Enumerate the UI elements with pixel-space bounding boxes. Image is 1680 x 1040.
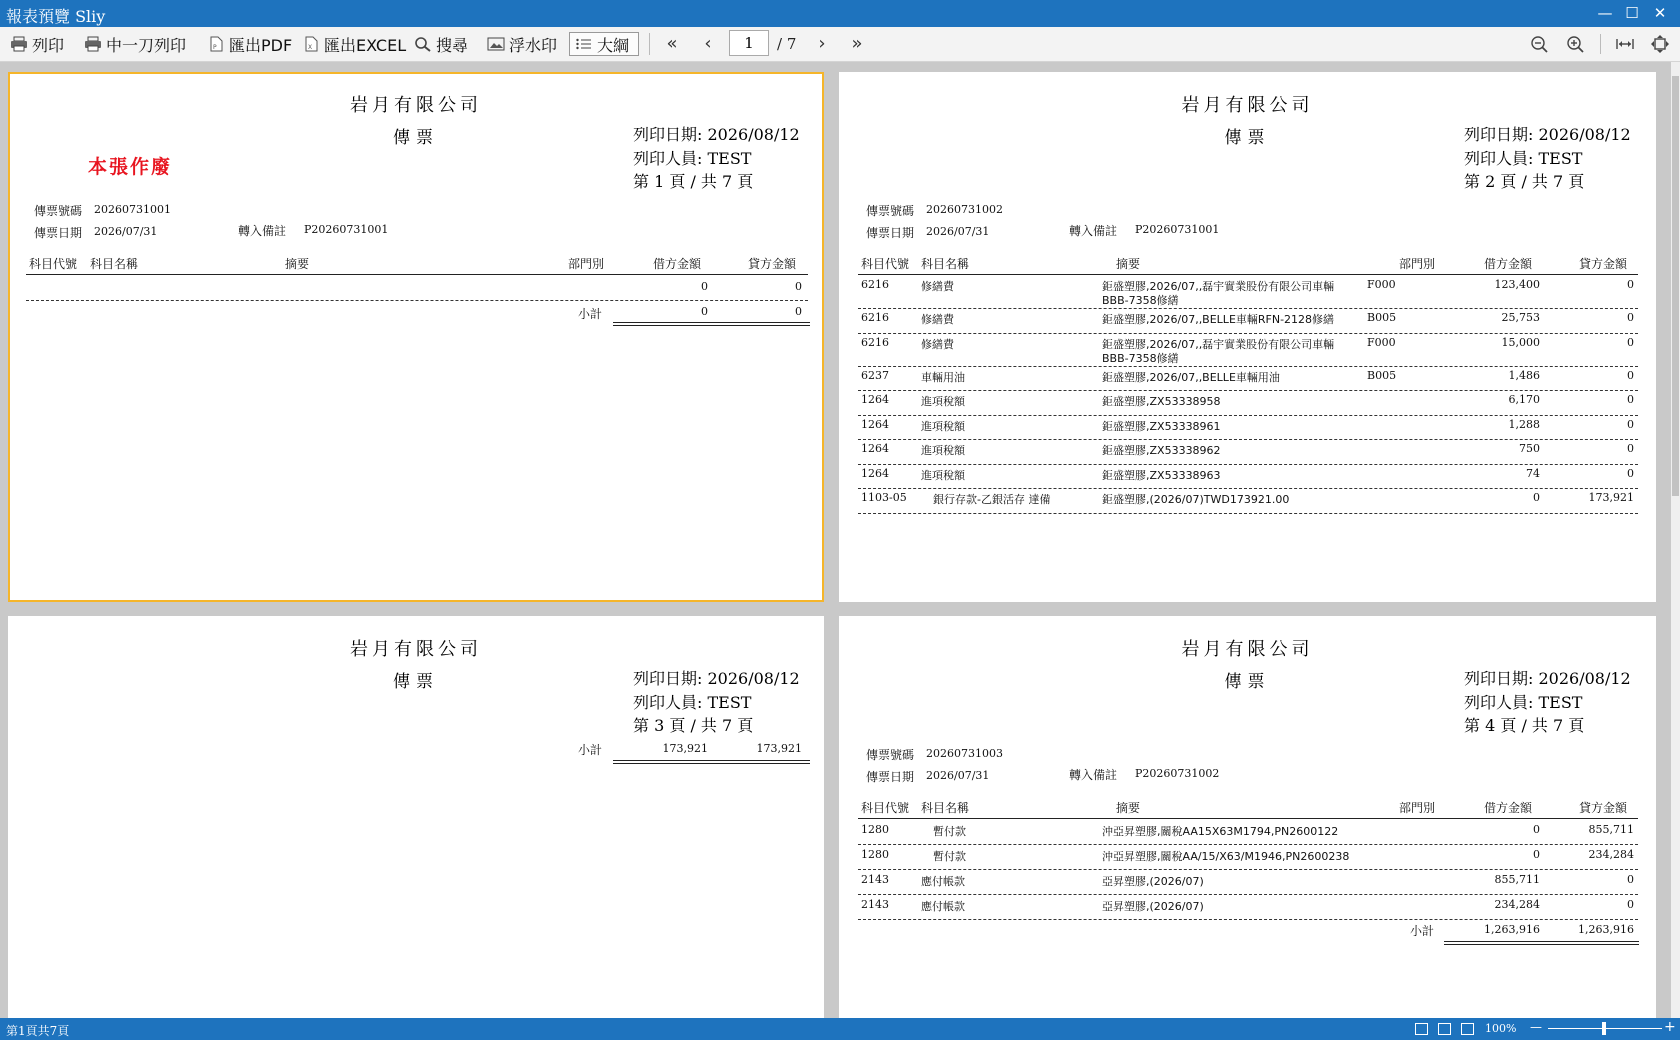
account-name-cell: 應付帳款 — [921, 875, 965, 888]
credit-cell: 173,921 — [1588, 491, 1634, 504]
col-dept: 部門別 — [1399, 257, 1436, 271]
title-bar — [0, 0, 1680, 27]
close-button[interactable]: ✕ — [1653, 4, 1667, 22]
credit-cell: 0 — [1627, 278, 1634, 291]
account-name-cell: 進項稅額 — [921, 468, 965, 482]
summary-cell: 鉅盛塑膠,ZX53338958 — [1102, 395, 1221, 408]
remark-label: 轉入備註 — [1069, 768, 1118, 782]
status-text: 第1頁共7頁 — [6, 1024, 70, 1038]
subtotal-credit: 173,921 — [756, 742, 802, 755]
list-icon — [575, 36, 593, 52]
subtotal-double-rule — [1444, 941, 1639, 945]
print-label: 列印 — [32, 35, 65, 55]
voucher-no-value: 20260731001 — [94, 203, 171, 216]
row-separator — [858, 513, 1638, 514]
account-code-cell: 6216 — [861, 278, 889, 291]
table-row — [839, 278, 1656, 311]
company-name: 岩月有限公司 — [1181, 95, 1314, 116]
col-summary: 摘要 — [285, 257, 310, 271]
print-date: 列印日期: 2026/08/12 — [1464, 125, 1631, 144]
row-separator — [858, 390, 1638, 391]
printer-name: 列印人員: TEST — [1464, 693, 1583, 712]
credit-cell: 0 — [1627, 442, 1634, 455]
watermark-button[interactable] — [487, 32, 557, 56]
subtotal-label: 小計 — [578, 743, 603, 757]
print-cut-label: 中一刀列印 — [106, 35, 187, 55]
summary-cell: 亞昇塑膠,(2026/07) — [1102, 900, 1204, 913]
multi-page-icon[interactable] — [1461, 1023, 1474, 1035]
export-pdf-button[interactable] — [207, 32, 292, 56]
voucher-date-label: 傳票日期 — [866, 770, 915, 784]
col-summary: 摘要 — [1116, 257, 1141, 271]
summary-cell: 鉅盛塑膠,2026/07,,磊宇實業股份有限公司車輛 — [1102, 337, 1335, 351]
subtotal-double-rule — [613, 760, 810, 764]
debit-cell: 1,288 — [1508, 417, 1540, 431]
account-name-cell: 應付帳款 — [921, 900, 965, 913]
subtotal-debit: 1,263,916 — [1484, 923, 1540, 936]
company-name: 岩月有限公司 — [350, 95, 482, 116]
debit-cell: 0 — [1533, 491, 1540, 504]
dept-cell: B005 — [1367, 368, 1397, 382]
dept-cell: B005 — [1367, 311, 1397, 324]
dept-cell: F000 — [1367, 335, 1396, 349]
row-separator — [858, 333, 1638, 334]
col-credit: 貸方金額 — [1579, 801, 1628, 815]
export-excel-label: 匯出EXCEL — [324, 35, 407, 55]
subtotal-label: 小計 — [1410, 924, 1435, 938]
next-page-button[interactable]: › — [818, 33, 826, 54]
search-label: 搜尋 — [436, 35, 469, 55]
credit-cell: 0 — [1627, 466, 1634, 480]
document-title: 傳票 — [393, 128, 439, 148]
company-name: 岩月有限公司 — [1181, 639, 1314, 660]
page-counter: 第 3 頁 / 共 7 頁 — [633, 716, 754, 735]
window-title: 報表預覽 Sliy — [6, 7, 106, 26]
page-number-input[interactable] — [729, 30, 769, 56]
remark-label: 轉入備註 — [1069, 224, 1118, 238]
account-code-cell: 1103-05 — [861, 491, 907, 504]
row-separator — [858, 464, 1638, 465]
summary-cell: 沖亞昇塑膠,關稅AA/15/X63/M1946,PN2600238 — [1102, 850, 1350, 863]
toolbar-divider — [1600, 34, 1601, 54]
credit-cell: 0 — [1627, 417, 1634, 431]
search-button[interactable] — [414, 32, 468, 56]
credit-cell: 0 — [1627, 368, 1634, 382]
voucher-date-label: 傳票日期 — [866, 226, 915, 240]
report-page-2[interactable] — [839, 72, 1656, 602]
page-counter: 第 2 頁 / 共 7 頁 — [1464, 172, 1585, 191]
row-separator — [858, 308, 1638, 309]
header-rule — [858, 818, 1638, 819]
fit-page-icon[interactable] — [1650, 35, 1670, 53]
debit-cell: 234,284 — [1494, 898, 1540, 911]
summary-cell-line2: BBB-7358修繕 — [1102, 294, 1179, 307]
col-name: 科目名稱 — [921, 257, 970, 271]
credit-cell: 0 — [1627, 873, 1634, 886]
voucher-no-label: 傳票號碼 — [866, 748, 915, 762]
row-separator — [858, 439, 1638, 440]
account-code-cell: 1264 — [861, 466, 889, 480]
summary-cell: 沖亞昇塑膠,關稅AA15X63M1794,PN2600122 — [1102, 825, 1339, 838]
subtotal-debit: 0 — [701, 305, 708, 318]
image-icon — [487, 36, 505, 52]
summary-cell: 鉅盛塑膠,2026/07,,磊宇實業股份有限公司車輛 — [1102, 280, 1335, 293]
debit-cell: 1,486 — [1508, 368, 1540, 382]
account-code-cell: 2143 — [861, 898, 889, 911]
prev-page-button[interactable]: ‹ — [704, 33, 712, 54]
svg-text:X: X — [308, 44, 313, 51]
account-name-cell: 進項稅額 — [921, 419, 965, 433]
debit-cell: 0 — [701, 280, 708, 293]
export-excel-button[interactable] — [302, 32, 406, 56]
document-title: 傳票 — [1224, 128, 1271, 148]
credit-cell: 0 — [1627, 335, 1634, 349]
excel-file-icon — [302, 36, 320, 52]
status-bar — [0, 1018, 1680, 1040]
account-code-cell: 2143 — [861, 873, 889, 886]
account-name-cell: 進項稅額 — [921, 444, 965, 457]
scrollbar-thumb[interactable] — [1672, 76, 1679, 496]
zoom-minus-button[interactable]: — — [1530, 1020, 1542, 1034]
voucher-no-label: 傳票號碼 — [866, 204, 915, 218]
watermark-label: 浮水印 — [509, 35, 558, 55]
account-name-cell: 銀行存款-乙銀活存 達備 — [933, 493, 1051, 506]
col-debit: 借方金額 — [1484, 257, 1533, 271]
col-code: 科目代號 — [861, 801, 910, 815]
subtotal-debit: 173,921 — [662, 742, 708, 755]
print-button[interactable] — [10, 32, 64, 56]
account-code-cell: 1280 — [861, 823, 889, 836]
remark-value: P20260731001 — [1135, 223, 1220, 236]
printer-name: 列印人員: TEST — [633, 693, 752, 712]
credit-cell: 855,711 — [1588, 823, 1634, 836]
zoom-in-icon[interactable] — [1566, 35, 1586, 53]
print-cut-button[interactable] — [84, 32, 186, 56]
header-rule — [26, 274, 808, 275]
debit-cell: 750 — [1519, 442, 1540, 455]
voucher-no-label: 傳票號碼 — [34, 204, 83, 218]
printer-icon — [10, 36, 28, 52]
first-page-button[interactable]: « — [666, 33, 678, 54]
debit-cell: 123,400 — [1494, 278, 1540, 291]
row-separator — [858, 415, 1638, 416]
print-date: 列印日期: 2026/08/12 — [1464, 669, 1631, 688]
credit-cell: 0 — [795, 280, 802, 293]
voucher-no-value: 20260731003 — [926, 747, 1003, 760]
row-separator — [858, 919, 1638, 920]
credit-cell: 0 — [1627, 311, 1634, 324]
col-credit: 貸方金額 — [1579, 257, 1628, 271]
credit-cell: 0 — [1627, 393, 1634, 406]
account-name-cell: 車輛用油 — [921, 370, 965, 384]
row-separator — [26, 300, 808, 301]
summary-cell: 鉅盛塑膠,ZX53338963 — [1102, 468, 1221, 482]
col-code: 科目代號 — [29, 257, 78, 271]
credit-cell: 234,284 — [1588, 848, 1634, 861]
table-row — [839, 336, 1656, 369]
remark-label: 轉入備註 — [238, 224, 287, 238]
svg-text:P: P — [213, 44, 217, 51]
col-dept: 部門別 — [1399, 801, 1436, 815]
col-code: 科目代號 — [861, 257, 910, 271]
report-page-1[interactable] — [8, 72, 824, 602]
search-icon — [414, 36, 432, 52]
company-name: 岩月有限公司 — [350, 639, 482, 660]
toolbar-divider — [649, 33, 650, 55]
summary-cell: 鉅盛塑膠,ZX53338961 — [1102, 419, 1221, 433]
subtotal-credit: 1,263,916 — [1578, 923, 1634, 936]
account-code-cell: 6237 — [861, 368, 889, 382]
printer-name: 列印人員: TEST — [1464, 149, 1583, 168]
zoom-level: 100% — [1485, 1022, 1517, 1035]
col-credit: 貸方金額 — [748, 257, 797, 271]
credit-cell: 0 — [1627, 898, 1634, 911]
summary-cell: 鉅盛塑膠,2026/07,,BELLE車輛RFN-2128修繕 — [1102, 313, 1335, 326]
outline-label: 大綱 — [597, 35, 630, 55]
export-pdf-label: 匯出PDF — [229, 35, 293, 55]
debit-cell: 6,170 — [1508, 393, 1540, 406]
toolbar — [0, 27, 1680, 62]
account-name-cell: 進項稅額 — [921, 395, 965, 408]
printer-name: 列印人員: TEST — [633, 149, 752, 168]
debit-cell: 0 — [1533, 823, 1540, 836]
header-rule — [858, 274, 1638, 275]
printer-icon — [84, 36, 102, 52]
preview-area[interactable] — [0, 62, 1671, 1018]
vertical-scrollbar[interactable] — [1671, 62, 1680, 1018]
account-name-cell: 暫付款 — [933, 850, 966, 863]
dept-cell: F000 — [1367, 278, 1396, 291]
debit-cell: 15,000 — [1501, 335, 1540, 349]
account-code-cell: 1264 — [861, 442, 889, 455]
zoom-out-icon[interactable] — [1530, 35, 1550, 53]
print-date: 列印日期: 2026/08/12 — [633, 669, 800, 688]
void-stamp: 本張作廢 — [88, 156, 173, 178]
debit-cell: 855,711 — [1494, 873, 1540, 886]
voucher-date-value: 2026/07/31 — [94, 225, 158, 238]
voucher-date-label: 傳票日期 — [34, 226, 83, 240]
report-page-3[interactable] — [8, 616, 824, 1018]
voucher-no-value: 20260731002 — [926, 203, 1003, 216]
voucher-date-value: 2026/07/31 — [926, 769, 990, 782]
row-separator — [858, 844, 1638, 845]
page-counter: 第 4 頁 / 共 7 頁 — [1464, 716, 1585, 735]
col-debit: 借方金額 — [653, 257, 702, 271]
row-separator — [858, 488, 1638, 489]
summary-cell: 亞昇塑膠,(2026/07) — [1102, 875, 1204, 888]
summary-cell: 鉅盛塑膠,2026/07,,BELLE車輛用油 — [1102, 370, 1280, 384]
col-summary: 摘要 — [1116, 801, 1141, 815]
col-debit: 借方金額 — [1484, 801, 1533, 815]
minimize-button[interactable]: — — [1597, 4, 1613, 22]
page-total: / 7 — [777, 35, 797, 53]
pdf-file-icon — [207, 36, 225, 52]
debit-cell: 74 — [1526, 466, 1540, 480]
row-separator — [858, 894, 1638, 895]
document-title: 傳票 — [393, 672, 439, 692]
row-separator — [858, 366, 1638, 367]
col-name: 科目名稱 — [921, 801, 970, 815]
subtotal-label: 小計 — [578, 307, 603, 321]
zoom-slider-knob[interactable] — [1602, 1022, 1606, 1035]
remark-value: P20260731001 — [304, 223, 389, 236]
page-counter: 第 1 頁 / 共 7 頁 — [633, 172, 754, 191]
account-name-cell: 修繕費 — [921, 337, 954, 351]
account-name-cell: 暫付款 — [933, 825, 966, 838]
two-page-icon[interactable] — [1438, 1023, 1451, 1035]
account-code-cell: 6216 — [861, 335, 889, 349]
print-date: 列印日期: 2026/08/12 — [633, 125, 800, 144]
row-separator — [858, 869, 1638, 870]
subtotal-double-rule — [613, 322, 810, 326]
fit-width-icon[interactable] — [1615, 35, 1635, 53]
voucher-date-value: 2026/07/31 — [926, 225, 990, 238]
remark-value: P20260731002 — [1135, 767, 1220, 780]
summary-cell: 鉅盛塑膠,ZX53338962 — [1102, 444, 1221, 457]
account-name-cell: 修繕費 — [921, 313, 954, 326]
debit-cell: 25,753 — [1501, 311, 1540, 324]
summary-cell: 鉅盛塑膠,(2026/07)TWD173921.00 — [1102, 493, 1290, 506]
summary-cell-line2: BBB-7358修繕 — [1102, 351, 1179, 365]
subtotal-credit: 0 — [795, 305, 802, 318]
col-dept: 部門別 — [568, 257, 605, 271]
account-code-cell: 1280 — [861, 848, 889, 861]
outline-button[interactable] — [569, 32, 639, 56]
debit-cell: 0 — [1533, 848, 1540, 861]
document-title: 傳票 — [1224, 672, 1271, 692]
report-page-4[interactable] — [839, 616, 1656, 1018]
col-name: 科目名稱 — [90, 257, 139, 271]
account-code-cell: 1264 — [861, 417, 889, 431]
account-code-cell: 6216 — [861, 311, 889, 324]
account-code-cell: 1264 — [861, 393, 889, 406]
maximize-button[interactable]: ☐ — [1625, 4, 1639, 22]
last-page-button[interactable]: » — [851, 33, 863, 54]
single-page-icon[interactable] — [1415, 1023, 1428, 1035]
account-name-cell: 修繕費 — [921, 280, 954, 293]
zoom-plus-button[interactable]: + — [1664, 1019, 1676, 1035]
